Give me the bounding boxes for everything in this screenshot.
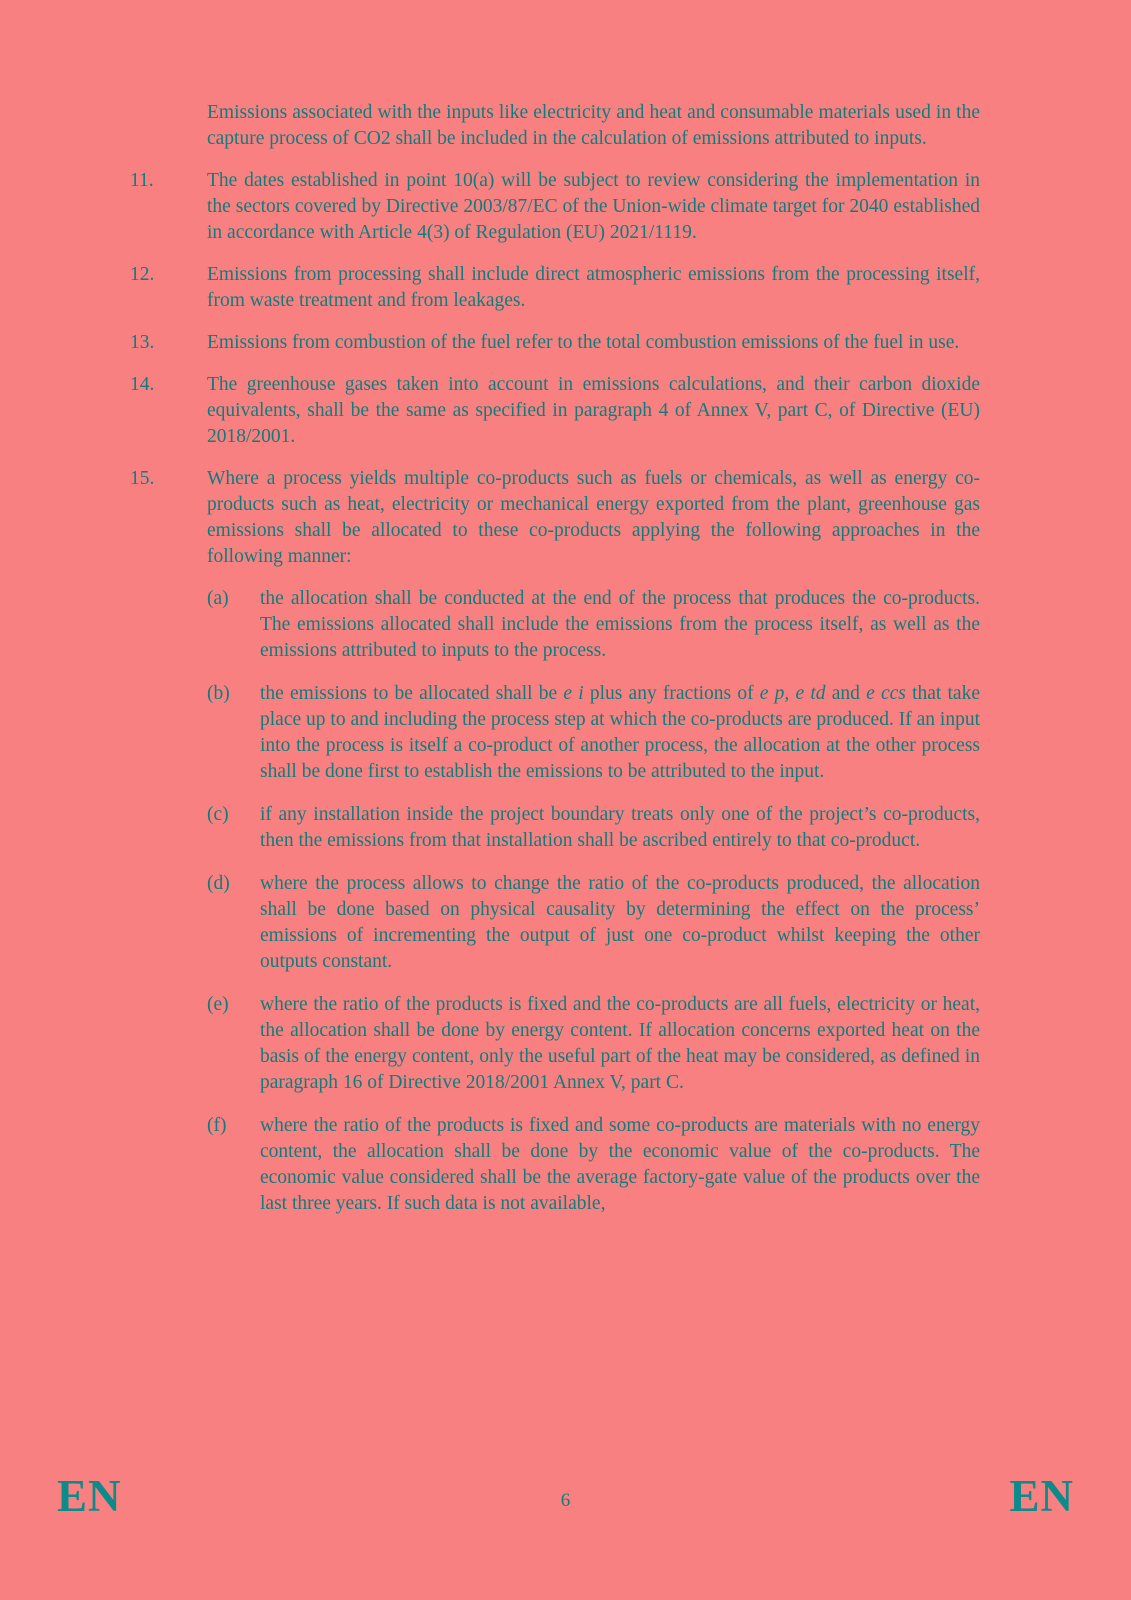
item-number: 12. [130, 264, 155, 285]
sub-item-text: if any installation inside the project boundary treats only one of the project’s co-products, then the emissions from that installation shall be ascribed entirely to that co-product. [260, 804, 980, 851]
sub-item-letter: (d) [207, 873, 230, 894]
numbered-item-12 [130, 262, 980, 314]
sub-item-d [207, 871, 980, 975]
item-number: 14. [130, 374, 155, 395]
sub-item-a [207, 586, 980, 664]
sub-b-text-1: the emissions to be allocated shall be [260, 683, 564, 704]
page-content [130, 100, 980, 1234]
sub-item-letter: (b) [207, 683, 230, 704]
numbered-item-14 [130, 372, 980, 450]
item-text: The dates established in point 10(a) will be subject to review considering the implementation in the sectors covered by Directive 2003/87/EC of the Union-wide climate target for 2040 established in accordance with Article 4(3) of Regulation (EU) 2021/1119. [207, 170, 980, 243]
sub-item-letter: (f) [207, 1115, 227, 1136]
page-number: 6 [560, 1490, 571, 1511]
sub-item-text: where the process allows to change the ratio of the co-products produced, the allocation shall be done based on physical causality by determining the effect on the process’ emissions of incrementing the output of just one co-product whilst keeping the other outputs constant. [260, 873, 980, 972]
item-text: Emissions from processing shall include direct atmospheric emissions from the processing itself, from waste treatment and from leakages. [207, 264, 980, 311]
sub-item-text [260, 681, 980, 785]
item-number: 15. [130, 468, 155, 489]
sub-b-text-3: and [825, 683, 867, 704]
sub-item-text: where the ratio of the products is fixed and some co-products are materials with no energy content, the allocation shall be done by the economic value of the co-products. The economic value considered shall be the average factory-gate value of the products over the last three years. If such data is not available, [260, 1115, 980, 1214]
sub-item-f [207, 1113, 980, 1217]
sub-item-letter: (e) [207, 994, 229, 1015]
numbered-item-15 [130, 466, 980, 570]
item-text: The greenhouse gases taken into account in emissions calculations, and their carbon dioxide equivalents, shall be the same as specified in paragraph 4 of Annex V, part C, of Directive (EU) 2018/2001. [207, 374, 980, 447]
intro-paragraph [130, 100, 980, 152]
item-text: Where a process yields multiple co-products such as fuels or chemicals, as well as energy co-products such as heat, electricity or mechanical energy exported from the plant, greenhouse gas emissions shall be allocated to these co-products applying the following approaches in the following manner: [207, 468, 980, 567]
sub-item-b [207, 681, 980, 785]
language-marker-right: EN [1009, 1471, 1074, 1521]
numbered-item-11 [130, 168, 980, 246]
item-number: 13. [130, 332, 155, 353]
item-text: Emissions from combustion of the fuel refer to the total combustion emissions of the fuel in use. [207, 332, 960, 353]
item-number: 11. [130, 170, 154, 191]
numbered-item-13 [130, 330, 980, 356]
sub-b-italic-1: e i [563, 683, 584, 704]
sub-item-c [207, 802, 980, 854]
sub-item-letter: (a) [207, 588, 229, 609]
sub-b-italic-3: e ccs [866, 683, 906, 704]
intro-number-spacer [130, 100, 207, 152]
sub-item-letter: (c) [207, 804, 229, 825]
sub-item-e [207, 992, 980, 1096]
intro-text: Emissions associated with the inputs like electricity and heat and consumable materials used in the capture process of CO2 shall be included in the calculation of emissions attributed to inputs. [207, 102, 980, 149]
sub-b-text-2: plus any fractions of [583, 683, 760, 704]
sub-b-text-4: that take place up to and including the process step at which the co-products are produced. If an input into the process is itself a co-product of another process, the allocation at the other process shall be done first to establish the emissions to be attributed to the input. [260, 683, 980, 782]
sub-b-italic-2: e p, e td [759, 683, 826, 704]
sub-item-text: the allocation shall be conducted at the end of the process that produces the co-products. The emissions allocated shall include the emissions from the process itself, as well as the emissions attributed to inputs to the process. [260, 588, 980, 661]
sub-item-text: where the ratio of the products is fixed and the co-products are all fuels, electricity or heat, the allocation shall be done by energy content. If allocation concerns exported heat on the basis of the energy content, only the useful part of the heat may be considered, as defined in paragraph 16 of Directive 2018/2001 Annex V, part C. [260, 994, 980, 1093]
language-marker-left: EN [57, 1471, 122, 1521]
